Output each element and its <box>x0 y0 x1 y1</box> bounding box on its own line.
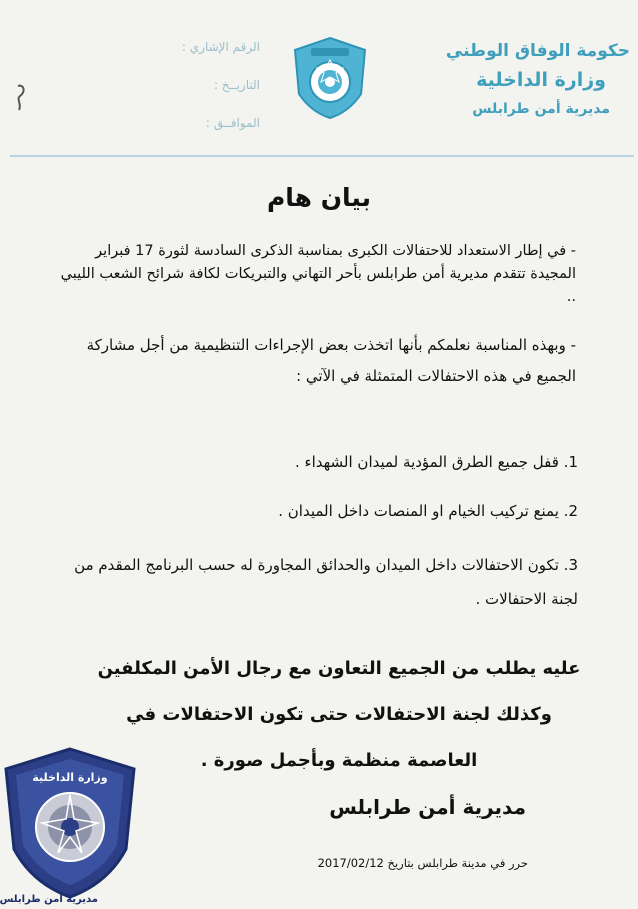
closing-line-1: عليه يطلب من الجميع التعاون مع رجال الأمن المكلفين <box>97 658 581 679</box>
letterhead-right <box>430 38 630 122</box>
document-title: بيان هام <box>266 183 372 212</box>
reference-number-label: الرقم الإشاري : <box>181 40 260 54</box>
list-item-3: 3. تكون الاحتفالات داخل الميدان والحدائق المجاورة له حسب البرنامج المقدم من لجنة الاحتفالات . <box>74 556 578 608</box>
seal-top-text: وزارة الداخلية <box>32 771 108 784</box>
reference-fields <box>120 40 260 154</box>
pen-mark <box>12 82 32 112</box>
ministry-name: وزارة الداخلية <box>476 69 606 91</box>
list-item-2: 2. يمنع تركيب الخيام او المنصات داخل الميدان . <box>278 502 578 520</box>
list-item-1: 1. قفل جميع الطرق المؤدية لميدان الشهداء . <box>295 453 578 471</box>
directorate-name: مديرية أمن طرابلس <box>472 101 610 117</box>
government-name: حكومة الوفاق الوطني <box>445 41 630 61</box>
header-divider <box>10 155 634 157</box>
signature: مديرية أمن طرابلس <box>329 795 526 819</box>
official-seal <box>0 745 140 909</box>
paragraph-measures: - وبهذه المناسبة نعلمكم بأنها اتخذت بعض الإجراءات التنظيمية من أجل مشاركة الجميع في هذه الاحتفالات المتمثلة في الآتي : <box>86 336 576 385</box>
corresponding-date-field <box>120 116 260 154</box>
seal-caption: مديرية أمن طرابلس <box>0 894 98 905</box>
closing-paragraph <box>80 646 598 784</box>
closing-line-2: وكذلك لجنة الاحتفالات حتى تكون الاحتفالات في <box>126 704 552 725</box>
date-label: التاريــخ : <box>213 78 260 92</box>
corresponding-label: الموافــق : <box>205 116 260 130</box>
paragraph-intro: - في إطار الاستعداد للاحتفالات الكبرى بمناسبة الذكرى السادسة لثورة 17 فبراير المجيدة تتقدم مديرية أمن طرابلس بأحر التهاني والتبريكات لكافة شرائح الشعب الليبي .. <box>60 243 576 305</box>
date-field <box>120 78 260 116</box>
ministry-emblem <box>291 36 369 120</box>
issued-note: حرر في مدينة طرابلس بتاريخ 2017/02/12 <box>317 856 528 870</box>
closing-line-3: العاصمة منظمة وبأجمل صورة . <box>200 750 478 771</box>
reference-number-field <box>120 40 260 78</box>
